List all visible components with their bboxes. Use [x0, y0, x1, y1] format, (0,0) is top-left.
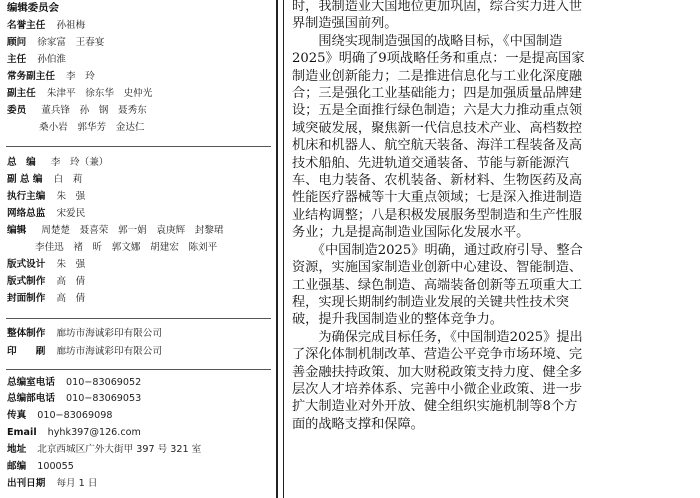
- text-line: 业结构调整；八是积极发展服务型制造和生产性服: [292, 207, 583, 223]
- text-line: 了深化体制机制改革、营造公平竞争市场环境、完: [292, 347, 583, 363]
- text-line: 资源，实施国家制造业创新中心建设、智能制造、: [292, 260, 583, 276]
- exec-editor-row: [7, 190, 85, 203]
- editors-label: 编辑: [7, 225, 27, 236]
- office-phone-label: 总编室电话: [7, 377, 55, 388]
- exec-deputy-value: 李 玲: [66, 71, 95, 82]
- email-label: Email: [7, 427, 37, 438]
- deputy-chief-label: 副 总 编: [7, 174, 43, 185]
- text-line: 《中国制造2025》明确，通过政府引导、整合: [292, 242, 583, 258]
- column-divider: [276, 0, 278, 498]
- committee-title: 编辑委员会: [7, 2, 59, 14]
- layout-prod-row: [7, 275, 85, 288]
- layout-prod-label: 版式制作: [7, 276, 46, 287]
- advisor-row: [7, 36, 104, 49]
- text-line: 破，提升我国制造业的整体竞争力。: [292, 312, 503, 328]
- text-line: 车、电力装备、农机装备、新材料、生物医药及高: [292, 173, 583, 189]
- deputy-value: 朱津平 徐东华 史仲光: [46, 88, 153, 99]
- web-chief-row: [7, 207, 85, 220]
- text-line: 工业强基、绿色制造、高端装备创新等五项重大工: [292, 277, 583, 293]
- text-line: 层次人才培养体系、完善中小微企业政策、进一步: [292, 381, 583, 397]
- text-line: 制造业创新能力；二是推进信息化与工业化深度融: [292, 68, 583, 84]
- article-text: [292, 0, 686, 433]
- director-label: 主任: [7, 54, 27, 65]
- printing-label: 印 刷: [7, 346, 46, 357]
- chief-editor-label: 总 编: [7, 157, 36, 168]
- deputy-row: [7, 87, 152, 100]
- text-line: 围绕实现制造强国的战略目标，《中国制造: [292, 33, 563, 49]
- web-chief-label: 网络总监: [7, 208, 46, 219]
- overall-prod-row: [7, 327, 162, 340]
- members-label: 委员: [7, 105, 27, 116]
- text-line: 合；三是强化工业基础能力；四是加强质量品牌建: [292, 86, 583, 102]
- editorial-phone-label: 总编部电话: [7, 393, 55, 404]
- layout-design-row: [7, 258, 85, 271]
- fax-label: 传真: [7, 410, 27, 421]
- cover-prod-value: 高 倩: [56, 293, 86, 304]
- text-line: 性能医疗器械等十大重点领域；七是深入推进制造: [292, 190, 583, 206]
- deputy-label: 副主任: [7, 88, 36, 99]
- cover-prod-label: 封面制作: [7, 293, 46, 304]
- layout-prod-value: 高 倩: [56, 276, 86, 287]
- printing-value: 廊坊市海诚彩印有限公司: [56, 346, 162, 357]
- postcode-row: [7, 460, 74, 473]
- email-row: [7, 426, 141, 439]
- masthead-panel: [0, 0, 276, 498]
- text-line: 设；五是全面推行绿色制造；六是大力推动重点领: [292, 103, 583, 119]
- editorial-phone-value: 010−83069053: [66, 393, 142, 404]
- fax-row: [7, 409, 112, 422]
- cover-prod-row: [7, 292, 85, 305]
- members-line1: 董兵锋 孙 钢 聂秀东: [41, 105, 147, 116]
- column-divider: [283, 0, 284, 498]
- divider: [6, 369, 271, 370]
- editors-line2: 李佳迅 褚 昕 郭文娜 胡建宏 陈刘平: [35, 242, 218, 253]
- advisor-value: 徐家富 王春宴: [37, 37, 105, 48]
- article-body: [292, 0, 700, 498]
- address-value: 北京西城区广外大街甲 397 号 321 室: [37, 444, 202, 455]
- honorary-director-label: 名誉主任: [7, 20, 46, 31]
- layout-design-value: 朱 强: [56, 259, 86, 270]
- office-phone-value: 010−83069052: [66, 377, 142, 388]
- exec-deputy-label: 常务副主任: [7, 71, 55, 82]
- postcode-value: 100055: [37, 461, 74, 472]
- chief-editor-value: 李 玲（兼）: [50, 157, 109, 168]
- text-line: 善金融扶持政策、加大财税政策支持力度、健全多: [292, 364, 583, 380]
- chief-editor-row: [7, 156, 108, 169]
- text-line: 面的战略支撑和保障。: [292, 416, 424, 432]
- members-line2: 桑小岩 郭华芳 金达仁: [39, 122, 145, 133]
- director-row: [7, 53, 66, 66]
- deputy-chief-row: [7, 173, 82, 186]
- overall-prod-label: 整体制作: [7, 328, 46, 339]
- exec-editor-label: 执行主编: [7, 191, 46, 202]
- fax-value: 010−83069098: [37, 410, 113, 421]
- text-line: 时，我制造业大国地位更加巩固，综合实力进入世: [292, 0, 583, 14]
- text-line: 程，实现长期制约制造业发展的关键共性技术突: [292, 294, 569, 310]
- layout-design-label: 版式设计: [7, 259, 46, 270]
- members-row: [7, 104, 147, 117]
- pub-date-label: 出刊日期: [7, 478, 46, 489]
- web-chief-value: 宋爱民: [56, 208, 86, 219]
- pub-date-value: 每月 1 日: [56, 478, 98, 489]
- deputy-chief-value: 白 莉: [53, 174, 83, 185]
- editors-row: [7, 224, 224, 237]
- email-value[interactable]: hyhk397@126.com: [47, 427, 141, 438]
- text-line: 务业；九是提高制造业国际化发展水平。: [292, 225, 530, 241]
- text-line: 机床和机器人、航空航天装备、海洋工程装备及高: [292, 138, 583, 154]
- printing-row: [7, 345, 162, 358]
- honorary-director-row: [7, 19, 85, 32]
- advisor-label: 顾问: [7, 37, 27, 48]
- address-row: [7, 443, 201, 456]
- editorial-phone-row: [7, 392, 141, 405]
- director-value: 孙伯淮: [37, 54, 67, 65]
- address-label: 地址: [7, 444, 27, 455]
- divider: [6, 318, 271, 319]
- exec-editor-value: 朱 强: [56, 191, 86, 202]
- text-line: 扩大制造业对外开放、健全组织实施机制等8个方: [292, 399, 578, 415]
- divider: [6, 146, 271, 147]
- text-line: 技术船舶、先进轨道交通装备、节能与新能源汽: [292, 155, 569, 171]
- honorary-director-value: 孙祖梅: [56, 20, 86, 31]
- text-line: 2025》明确了9项战略任务和重点：一是提高国家: [292, 51, 585, 67]
- pub-date-row: [7, 477, 97, 490]
- overall-prod-value: 廊坊市海诚彩印有限公司: [56, 328, 162, 339]
- text-line: 域突破发展，聚焦新一代信息技术产业、高档数控: [292, 120, 583, 136]
- text-line: 界制造强国前列。: [292, 16, 398, 32]
- text-line: 为确保完成目标任务，《中国制造2025》提出: [292, 329, 583, 345]
- editors-line1: 周楚楚 聂喜荣 郭一娟 袁庚辉 封黎珺: [41, 225, 224, 236]
- postcode-label: 邮编: [7, 461, 27, 472]
- office-phone-row: [7, 376, 141, 389]
- exec-deputy-row: [7, 70, 95, 83]
